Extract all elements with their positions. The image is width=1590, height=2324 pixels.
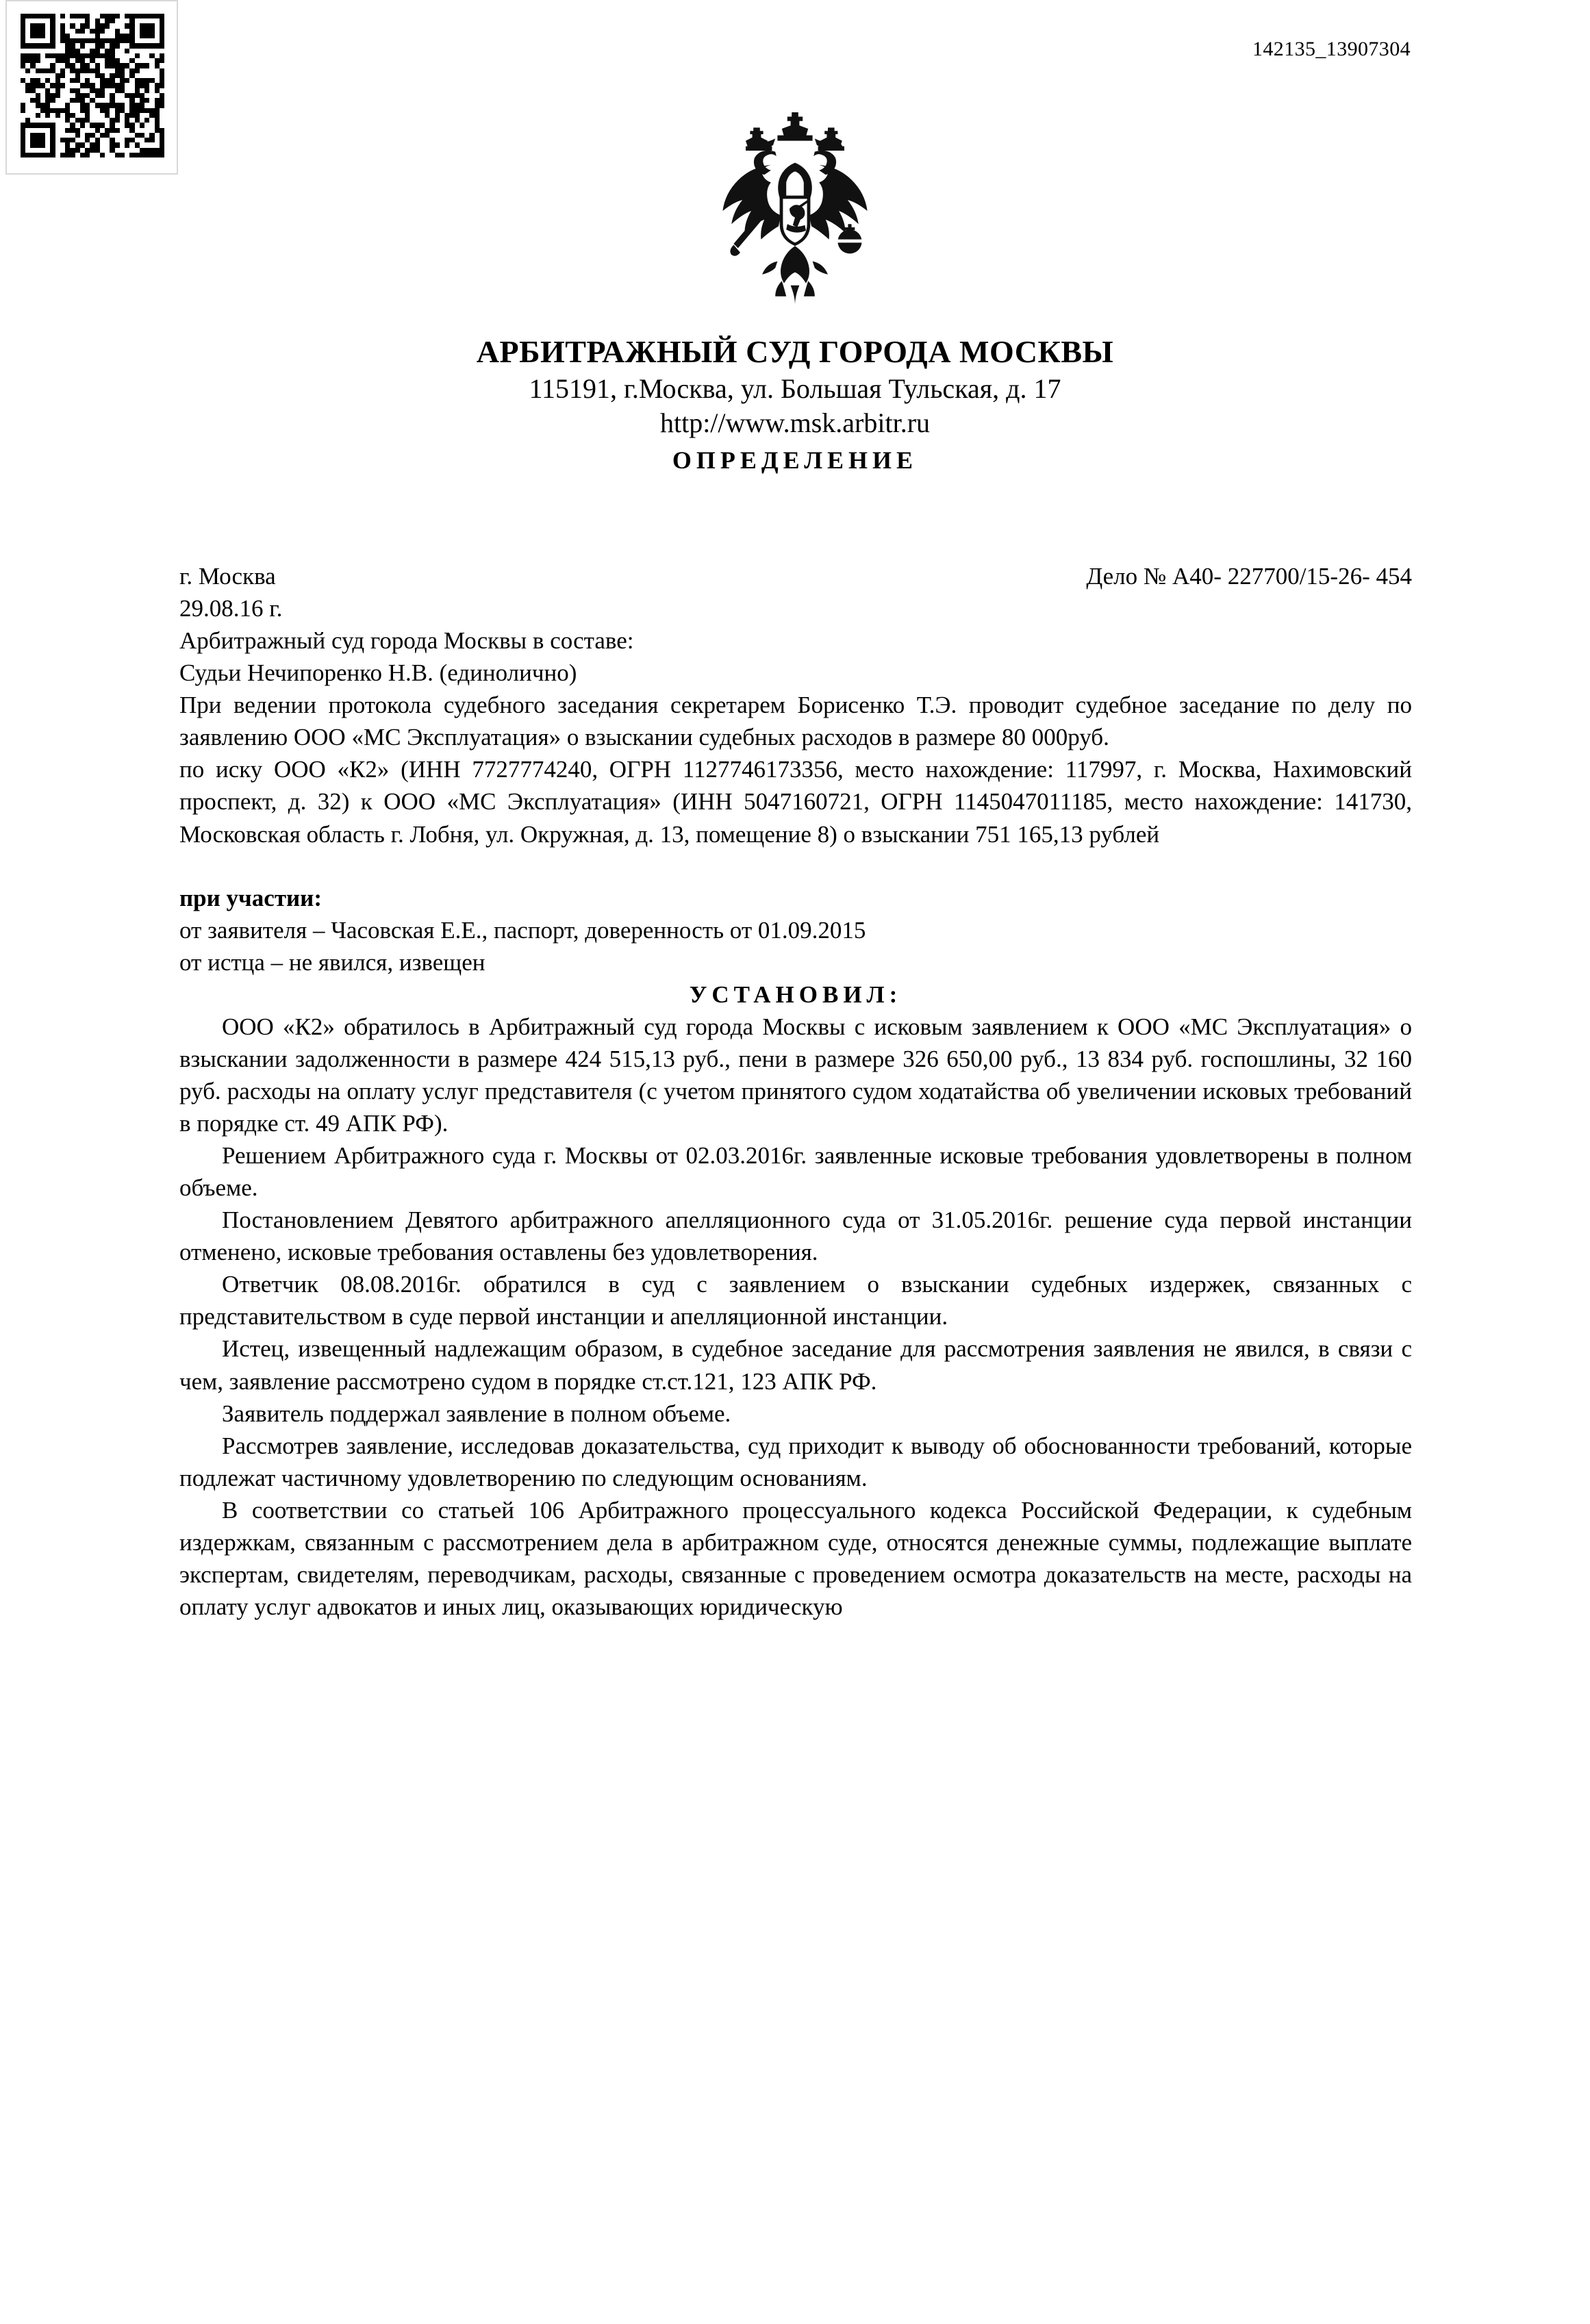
document-number: 142135_13907304 [1252,38,1411,60]
claim-paragraph: по иску ООО «К2» (ИНН 7727774240, ОГРН 1127746173356, место нахождение: 117997, г. Москва, Нахимовский проспект, д. 32) к ООО «МС Эксплуатация» (ИНН 5047160721, ОГРН 1145047011185, место нахождение: 141730, Московская область г. Лобня, ул. Окружная, д. 13, помещение 8) о взыскании 751 165,13 рублей [179,756,1412,848]
court-website-url: http://www.msk.arbitr.ru [659,407,931,439]
participation-applicant: от заявителя – Часовская Е.Е., паспорт, доверенность от 01.09.2015 [179,916,866,944]
established-paragraph: ООО «К2» обратилось в Арбитражный суд города Москвы с исковым заявлением к ООО «МС Эксплуатация» о взыскании задолженности в размере 424 515,13 руб., пени в размере 326 650,00 руб., 13 834 руб. госпошлины, 32 160 руб. расходы на оплату услуг представителя (с учетом принятого судом ходатайства об увеличении исковых требований в порядке ст. 49 АПК РФ). [179,1013,1412,1137]
document-date: 29.08.16 г. [179,595,283,622]
spacer [179,850,1412,882]
established-heading: УСТАНОВИЛ: [689,981,903,1008]
participation-plaintiff: от истца – не явился, извещен [179,948,485,976]
document-body [179,560,1412,1623]
established-paragraph: В соответствии со статьей 106 Арбитражного процессуального кодекса Российской Федерации, к судебным издержкам, связанным с рассмотрением дела в арбитражном суде, относятся денежные суммы, подлежащие выплате экспертам, свидетелям, переводчикам, расходы, связанные с проведением осмотра доказательств на месте, расходы на оплату услуг адвокатов и иных лиц, оказывающих юридическую [179,1496,1412,1620]
court-name: АРБИТРАЖНЫЙ СУД ГОРОДА МОСКВЫ [476,334,1114,369]
case-number: Дело № А40- 227700/15-26- 454 [1086,563,1412,590]
established-paragraph: Рассмотрев заявление, исследовав доказательства, суд приходит к выводу об обоснованности требований, которые подлежат частичному удовлетворению по следующим основаниям. [179,1432,1412,1491]
established-paragraph: Ответчик 08.08.2016г. обратился в суд с заявлением о взыскании судебных издержек, связанных с представительством в суде первой инстанции и апелляционной инстанции. [179,1271,1412,1330]
court-address: 115191, г.Москва, ул. Большая Тульская, д. 17 [529,373,1061,405]
established-paragraph: Истец, извещенный надлежащим образом, в судебное заседание для рассмотрения заявления не явился, в связи с чем, заявление рассмотрено судом в порядке ст.ст.121, 123 АПК РФ. [179,1335,1412,1395]
established-paragraph: Заявитель поддержал заявление в полном объеме. [222,1400,731,1427]
city-label: г. Москва [179,563,276,590]
protocol-paragraph: При ведении протокола судебного заседания секретарем Борисенко Т.Э. проводит судебное заседание по делу по заявлению ООО «МС Эксплуатация» о взыскании судебных расходов в размере 80 000руб. [179,692,1412,751]
russian-federation-coat-of-arms [0,101,1590,320]
court-header [0,333,1590,475]
meta-row [179,560,1412,592]
judge-line: Судьи Нечипоренко Н.В. (единолично) [179,659,577,687]
established-paragraph: Решением Арбитражного суда г. Москвы от 02.03.2016г. заявленные исковые требования удовлетворены в полном объеме. [179,1142,1412,1202]
court-composition-line: Арбитражный суд города Москвы в составе: [179,627,634,655]
established-paragraph: Постановлением Девятого арбитражного апелляционного суда от 31.05.2016г. решение суда первой инстанции отменено, исковые требования оставлены без удовлетворения. [179,1207,1412,1266]
participation-title: при участии: [179,884,323,911]
document-type-title: ОПРЕДЕЛЕНИЕ [672,446,918,474]
